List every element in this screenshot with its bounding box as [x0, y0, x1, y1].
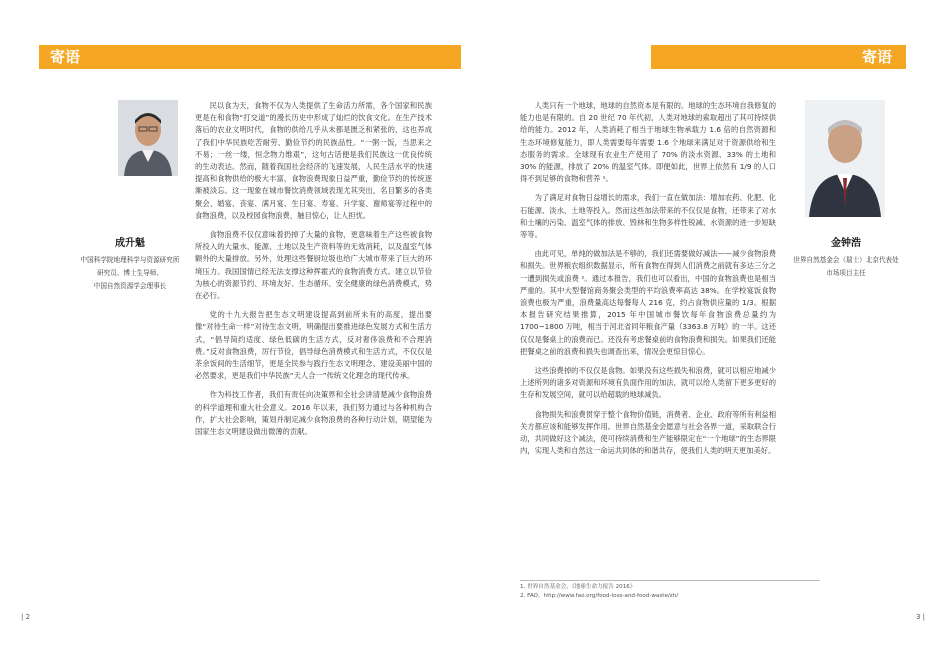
paragraph: 食物浪费不仅仅意味着扔掉了大量的食物，更意味着生产这些被食物所投入的大量水、能源、土地以及生产资料等的无效消耗，以及温室气体额外的大量排放。另外，处理这些餐厨垃圾也给广大城市带来了巨大的环境压力。我国国情已经无法支撑这种挥霍式的食物消费方式。建立以节俭为核心的资源节约、环境友好、生态循环、安全健康的绿色消费模式，势在必行。 — [195, 230, 432, 301]
author-info-right — [776, 236, 916, 280]
paragraph: 人类只有一个地球，地球的自然资本是有限的。地球的生态环境自我修复的能力也是有限的。自 20 世纪 70 年代初，人类对地球的索取超出了其可持续供给的能力。2012 年，人类消耗了相当于地球生物承载力 1.6 倍的自然资源和生态环境修复能力，即人类需要每年需要 1.6 个地球来满足对于资源供给和生态服务的需求。全球现有农业生产使用了 70% 的淡水资源、33% 的土地和 30% 的能源，排放了 20% 的温室气体。即便如此，世界上依然有 1/9 的人口得不到足够的食物和营养 ¹。 — [520, 101, 776, 184]
paragraph: 由此可见，单纯的做加法是不够的，我们还需要做好减法——减少食物浪费和损失。世界粮农组织数据显示，所有食物在得到人们消费之前就有多达三分之一遭到损失或浪费 ²。通过本报告，我们也可以看出，中国的食物浪费也是相当严重的。其中大型餐馆商务聚会类型的平均浪费率高达 38%。在学校宴饭食物浪费也极为严重，浪费量高达每餐每人 216 克，约占食物供应量的 1/3。根据本报告研究结果推算，2015 年中国城市餐饮每年食物浪费总量约为 1700~1800 万吨，相当于河北省同年粮食产量（3363.8 万吨）的一半。这还仅仅是餐桌上的浪费而已。还没有考虑餐桌前的食物浪费和损失。如果我们还能把餐桌之前的浪费和损失也调查出来，情况会更惊目惊心。 — [520, 249, 776, 356]
portrait-photo-cheng — [118, 100, 178, 176]
author-name: 成升魁 — [115, 238, 145, 249]
author-info-left — [40, 236, 220, 293]
right-body-text — [520, 100, 776, 464]
author-title-line: 研究员、博士生导师、 — [97, 269, 163, 277]
paragraph: 党的十九大报告把生态文明建设提高到前所未有的高度，提出要像“对待生命一样”对待生态文明，明确提出要推进绿色发展方式和生活方式，“倡导简约适度、绿色低碳的生活方式，反对奢侈浪费和不合理消费。”反对食物浪费，厉行节俭，倡导绿色消费模式和生活方式，不仅仅是茶余饭间的生活细节，更是全民参与践行生态文明理念、建设美丽中国的必然要求，更是我们中华民族“天人合一”传统文化理念的现代传承。 — [195, 310, 432, 381]
author-title-line: 世界自然基金会（瑞士）北京代表处 — [793, 256, 899, 264]
paragraph: 为了满足对食物日益增长的需求，我们一直在做加法：增加农药、化肥、化石能源、淡水、土地等投入。然而这些加法带来的不仅仅是食物，还带来了对水和土壤的污染、温室气体的排放、毁林和生物多样性锐减、水资源的进一步短缺等等。 — [520, 193, 776, 240]
author-title-line: 中国自然资源学会理事长 — [93, 282, 167, 290]
footnote: 2. FAO，http://www.fao.org/food-loss-and-food-waste/zh/ — [520, 593, 679, 599]
author-title-line: 中国科学院地理科学与资源研究所 — [80, 256, 180, 264]
paragraph: 这些浪费掉的不仅仅是食物。如果没有这些损失和浪费，就可以相应地减少上述所列的诸多对资源和环境有负面作用的加法，就可以给人类留下更多更好的生存和发展空间，就可以给超载的地球减负。 — [520, 366, 776, 400]
portrait-image — [805, 100, 885, 217]
page-number-left: | 2 — [21, 613, 31, 621]
paragraph: 作为科技工作者，我们有责任向决策界和全社会讲清楚减少食物浪费的科学道理和重大社会意义。2016 年以来，我们努力通过与各种机构合作，扩大社会影响，策划并制定减少食物浪费的各种行动计划，期望能为国家生态文明建设做出微薄的贡献。 — [195, 390, 432, 437]
portrait-image — [118, 100, 178, 176]
portrait-photo-jin — [805, 100, 885, 217]
paragraph: 食物损失和浪费贯穿于整个食物价值链，消费者、企业、政府等所有利益相关方都应该和能够发挥作用。世界自然基金会愿意与社会各界一道，采取联合行动，共同做好这个减法，使可持续消费和生产能够限定在“一个地球”的生态界限内，实现人类和自然这一命运共同体的和谐共存，使我们人类的明天更加美好。 — [520, 409, 776, 456]
left-body-text — [195, 100, 432, 445]
right-page-header: 寄语 — [651, 45, 906, 69]
footnotes — [520, 580, 820, 601]
left-page-header: 寄语 — [39, 45, 461, 69]
author-name: 金钟浩 — [831, 238, 861, 249]
page-number-right: 3 | — [916, 613, 926, 621]
footnote: 1. 世界自然基金会，《地球生命力报告 2016》 — [520, 584, 636, 590]
author-title-line: 市场项目主任 — [826, 269, 866, 277]
paragraph: 民以食为天，食物不仅为人类提供了生命活力所需，各个国家和民族更是在和食物“打交道”的漫长历史中形成了灿烂的饮食文化。在生产技术落后的农业文明时代，食物的供给几乎从未都是匮乏和紧张的，这也养成了我们中华民族吃苦耐劳、勤俭节约的民族品性。“一粥一饭，当思来之不易；一丝一缕，恒念物力维艰”，这句古话便是我们民族这一优良传统的生动表达。然而，随着我国社会经济的飞速发展，人民生活水平的快速提高和食物供给的极大丰富，食物浪费现象日益严重，勤俭节约的传统逐渐被淡忘。这一现象在城市餐饮消费领域表现尤其突出，名目繁多的各类聚会、婚宴、丧宴、满月宴、生日宴、寿宴、升学宴、谢师宴等过程中的食物浪费，以及校园食物浪费，触目惊心，让人担忧。 — [195, 101, 432, 220]
